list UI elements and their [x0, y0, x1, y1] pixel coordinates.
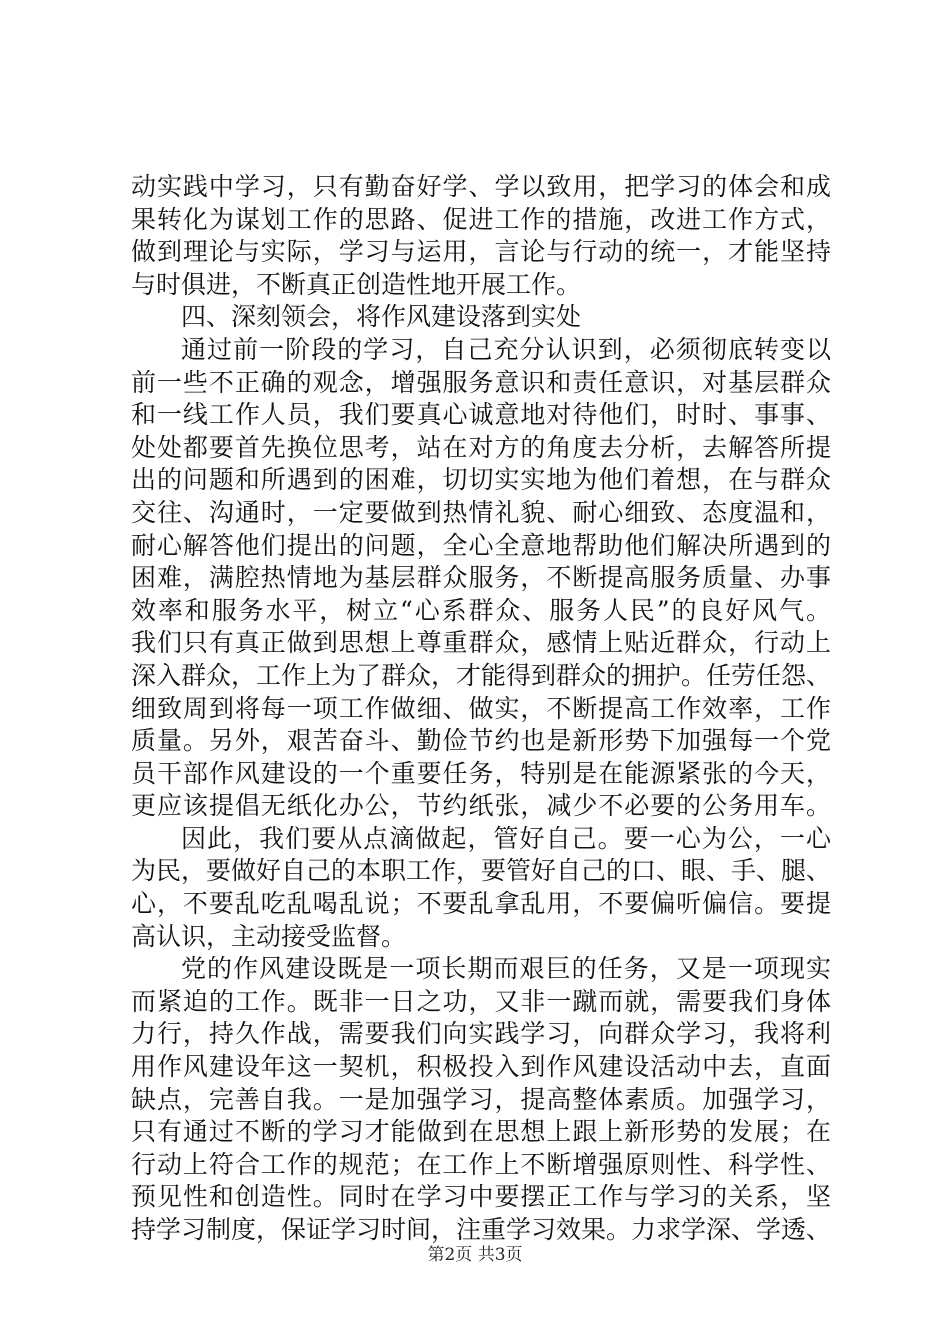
text-line: 为民，要做好自己的本职工作，要管好自己的口、眼、手、腿、 [131, 856, 831, 886]
text-line: 做到理论与实际，学习与运用，言论与行动的统一，才能坚持 [131, 237, 831, 267]
text-line: 持学习制度，保证学习时间，注重学习效果。力求学深、学透、 [131, 1215, 831, 1244]
text-line: 行动上符合工作的规范；在工作上不断增强原则性、科学性、 [131, 1149, 831, 1179]
text-line: 只有通过不断的学习才能做到在思想上跟上新形势的发展；在 [131, 1117, 831, 1147]
text-line: 细致周到将每一项工作做细、做实，不断提高工作效率，工作 [131, 693, 831, 723]
text-line: 耐心解答他们提出的问题，全心全意地帮助他们解决所遇到的 [131, 530, 831, 560]
text-line: 通过前一阶段的学习，自己充分认识到，必须彻底转变以 [181, 334, 831, 364]
text-line: 力行，持久作战，需要我们向实践学习，向群众学习，我将利 [131, 1019, 831, 1049]
text-line: 出的问题和所遇到的困难，切切实实地为他们着想，在与群众 [131, 465, 831, 495]
text-line: 我们只有真正做到思想上尊重群众，感情上贴近群众，行动上 [131, 628, 831, 658]
text-line: 处处都要首先换位思考，站在对方的角度去分析，去解答所提 [131, 432, 831, 462]
text-line: 而紧迫的工作。既非一日之功，又非一蹴而就，需要我们身体 [131, 986, 831, 1016]
page-number-footer: 第2页 共3页 [427, 1245, 523, 1265]
text-line: 心，不要乱吃乱喝乱说；不要乱拿乱用，不要偏听偏信。要提 [131, 889, 831, 919]
text-line: 四、深刻领会，将作风建设落到实处 [181, 302, 582, 332]
text-line: 交往、沟通时，一定要做到热情礼貌、耐心细致、态度温和， [131, 497, 831, 527]
document-body [131, 171, 831, 1247]
text-line: 动实践中学习，只有勤奋好学、学以致用，把学习的体会和成 [131, 172, 831, 201]
text-line: 前一些不正确的观念，增强服务意识和责任意识，对基层群众 [131, 367, 831, 397]
text-line: 更应该提倡无纸化办公，节约纸张，减少不必要的公务用车。 [131, 791, 831, 821]
text-line: 因此，我们要从点滴做起，管好自己。要一心为公，一心 [181, 823, 831, 853]
text-line: 员干部作风建设的一个重要任务，特别是在能源紧张的今天， [131, 758, 831, 788]
text-line: 果转化为谋划工作的思路、促进工作的措施，改进工作方式， [131, 204, 831, 234]
text-line: 高认识，主动接受监督。 [131, 921, 407, 951]
text-line: 预见性和创造性。同时在学习中要摆正工作与学习的关系，坚 [131, 1182, 831, 1212]
text-line: 困难，满腔热情地为基层群众服务，不断提高服务质量、办事 [131, 563, 831, 593]
text-line: 质量。另外，艰苦奋斗、勤俭节约也是新形势下加强每一个党 [131, 726, 831, 756]
text-line: 用作风建设年这一契机，积极投入到作风建设活动中去，直面 [131, 1052, 831, 1082]
text-line: 缺点，完善自我。一是加强学习，提高整体素质。加强学习， [131, 1084, 831, 1114]
text-line: 与时俱进，不断真正创造性地开展工作。 [131, 269, 582, 299]
text-line: 党的作风建设既是一项长期而艰巨的任务，又是一项现实 [181, 954, 831, 984]
text-line: 效率和服务水平，树立“心系群众、服务人民”的良好风气。 [131, 595, 831, 625]
text-line: 深入群众，工作上为了群众，才能得到群众的拥护。任劳任怨、 [131, 660, 831, 690]
text-line: 和一线工作人员，我们要真心诚意地对待他们，时时、事事、 [131, 400, 831, 430]
